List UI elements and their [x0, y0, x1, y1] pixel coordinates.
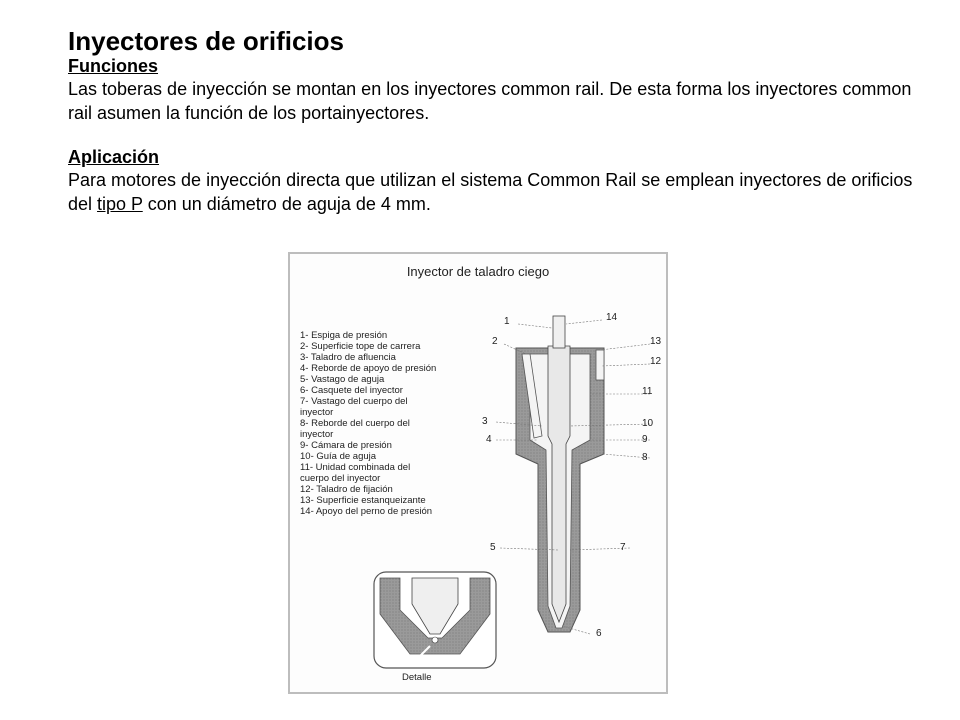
callout-4: 4 — [486, 434, 492, 445]
callout-5: 5 — [490, 542, 496, 553]
callout-7: 7 — [620, 542, 626, 553]
aplicacion-text-before: Para motores de inyección directa que utilizan el sistema Common Rail se emplean inyectores de orificios del — [68, 170, 913, 214]
detail-nozzle-hole — [432, 637, 438, 643]
callout-12: 12 — [650, 356, 662, 367]
callout-13: 13 — [650, 336, 662, 347]
legend-item: 13- Superficie estanqueizante — [300, 495, 426, 506]
section-heading-funciones: Funciones — [68, 56, 159, 76]
legend-item: 11- Unidad combinada del cuerpo del inyector — [300, 462, 411, 484]
legend-item: 4- Reborde de apoyo de presión — [300, 363, 437, 374]
fixing-bore — [596, 350, 604, 380]
legend-item: 12- Taladro de fijación — [300, 484, 393, 495]
injector-figure — [288, 252, 668, 694]
callout-3: 3 — [482, 416, 488, 427]
section-body-funciones: Las toberas de inyección se montan en los inyectores common rail. De esta forma los inyectores common rail asumen la función de los portainyectores. — [68, 79, 912, 123]
legend-item: 10- Guía de aguja — [300, 451, 377, 462]
tipo-p-underlined: tipo P — [97, 194, 143, 214]
callout-10: 10 — [642, 418, 654, 429]
callout-6: 6 — [596, 628, 602, 639]
callout-8: 8 — [642, 452, 648, 463]
legend-item: 5- Vastago de aguja — [300, 374, 385, 385]
section-heading-aplicacion: Aplicación — [68, 147, 160, 167]
figure-legend — [300, 330, 480, 517]
legend-item: 2- Superficie tope de carrera — [300, 341, 421, 352]
page-title: Inyectores de orificios — [68, 26, 344, 56]
document-text — [68, 26, 938, 216]
callout-9: 9 — [642, 434, 648, 445]
callout-14: 14 — [606, 312, 618, 323]
pressure-pin — [553, 316, 565, 348]
legend-item: 1- Espiga de presión — [300, 330, 388, 341]
callout-11: 11 — [642, 386, 653, 397]
legend-item: 14- Apoyo del perno de presión — [300, 506, 433, 517]
callout-1: 1 — [504, 316, 510, 327]
section-body-aplicacion — [68, 168, 938, 216]
legend-item: 6- Casquete del inyector — [300, 385, 403, 396]
legend-item: 3- Taladro de afluencia — [300, 352, 396, 363]
callout-2: 2 — [492, 336, 498, 347]
detail-label: Detalle — [402, 672, 432, 683]
figure-title: Inyector de taladro ciego — [406, 264, 550, 279]
legend-item: 7- Vastago del cuerpo del inyector — [300, 396, 408, 418]
legend-item: 9- Cámara de presión — [300, 440, 392, 451]
aplicacion-text-after: con un diámetro de aguja de 4 mm. — [142, 194, 431, 214]
legend-item: 8- Reborde del cuerpo del inyector — [300, 418, 410, 440]
